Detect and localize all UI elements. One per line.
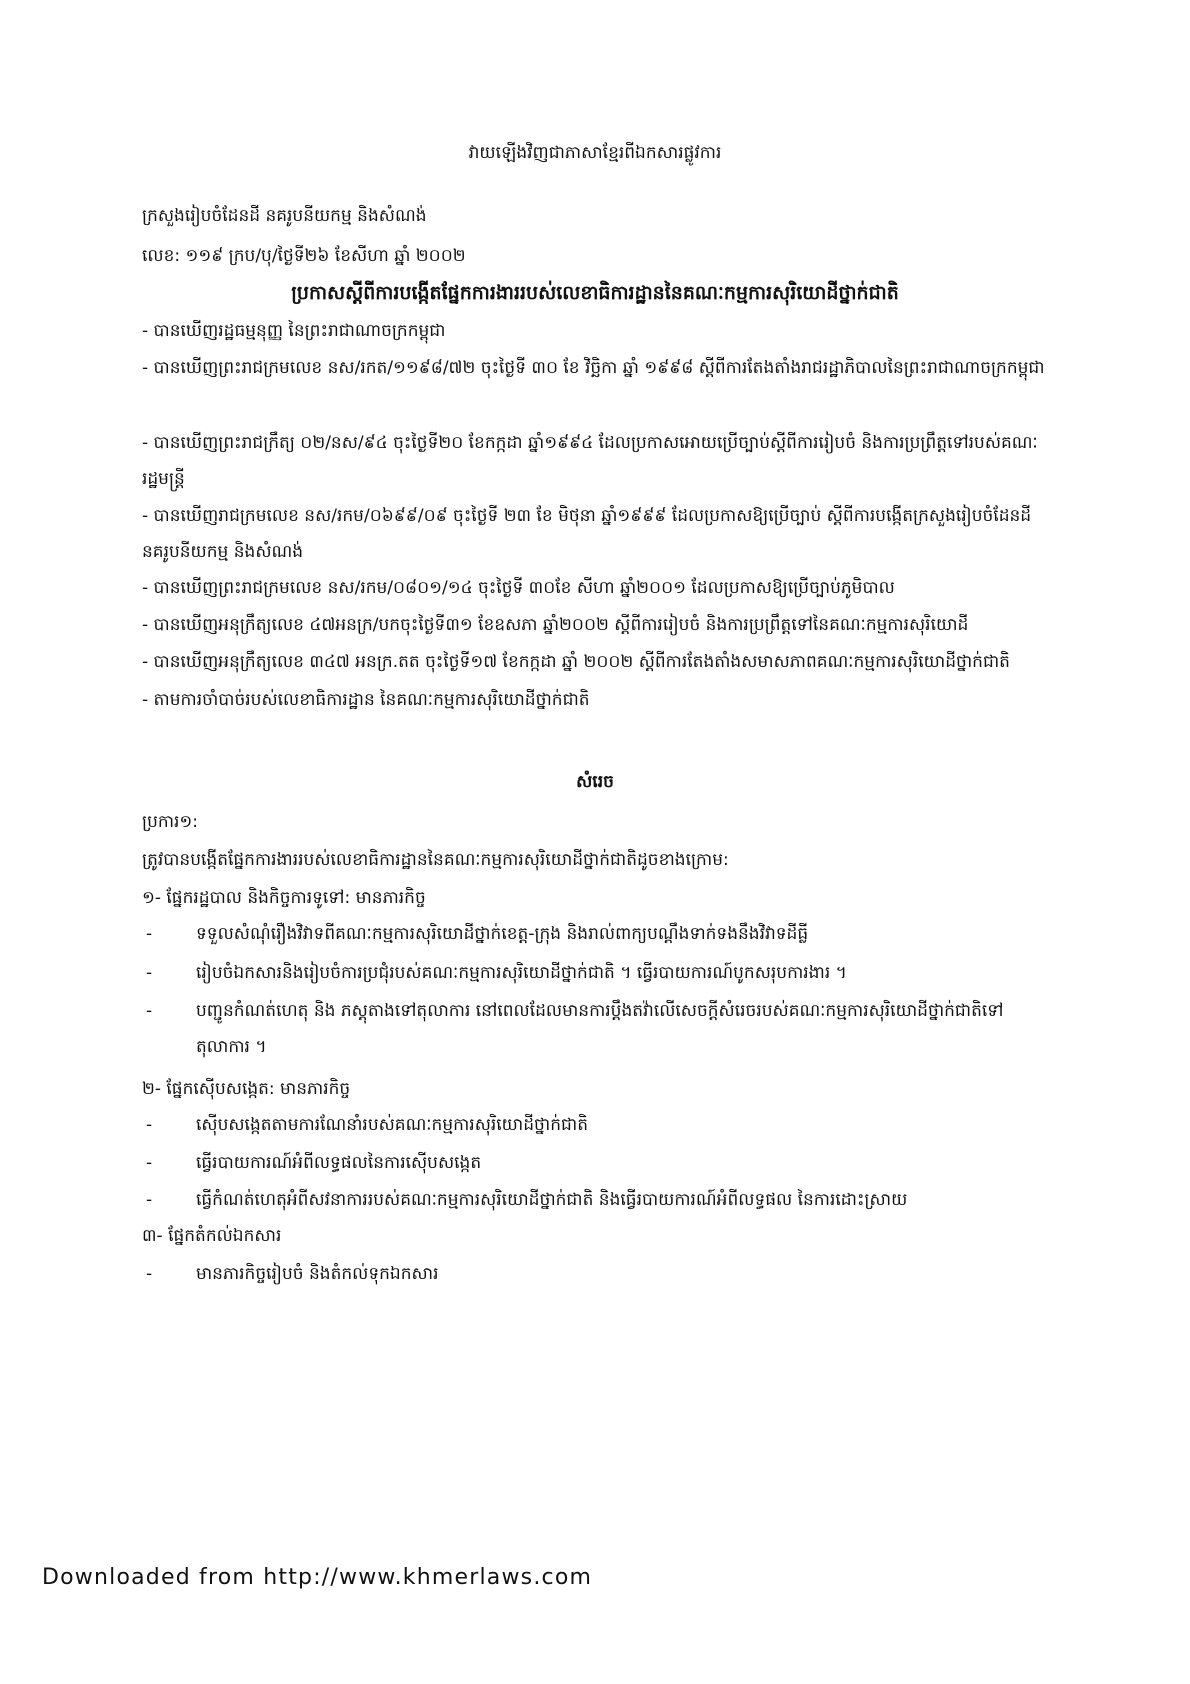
section-title: ២- ផ្នែកស៊ើបសង្កេត: មានភារកិច្ច — [142, 1079, 351, 1099]
section-title: ៣- ផ្នែកតំកល់ឯកសារ — [142, 1226, 282, 1246]
list-item-text: ទទួលសំណុំរឿងវិវាទពីគណៈកម្មការសុរិយោដីថ្នាក់ខេត្ត-ក្រុង និងរាល់ពាក្យបណ្តឹងទាក់ទងនឹងវិវាទដីធ្លី — [196, 924, 809, 944]
document-title: ប្រកាសស្តីពីការបង្កើតផ្នែកការងាររបស់លេខាធិការដ្ឋាននៃគណៈកម្មការសុរិយោដីថ្នាក់ជាតិ — [291, 282, 899, 304]
download-source-footer: Downloaded from http://www.khmerlaws.com — [42, 1565, 593, 1590]
list-item-text: មានភារកិច្ចរៀបចំ និងតំកល់ទុកឯកសារ — [196, 1264, 439, 1284]
list-item-text: រៀបចំឯកសារនិងរៀបចំការប្រជុំរបស់គណៈកម្មការសុរិយោដីថ្នាក់ជាតិ ។ ធ្វើរបាយការណ៍បូកសរុបការងារ ។ — [196, 963, 847, 983]
document-page: វាយឡើងវិញជាភាសាខ្មែរពីឯកសារផ្លូវការ ក្រសួងរៀបចំដែនដី នគរូបនីយកម្ម និងសំណង់ លេខ: ១១៩ ក្រប/បុ/ថ្ងៃទី២៦ ខែសីហា ឆ្នាំ ២០០២ ប្រកាសស្តីពីការបង្កើតផ្នែកការងាររបស់លេខាធិការដ្ឋាននៃគណៈកម្មការសុរិយោដីថ្នាក់ជាតិ - បានឃើញរដ្ឋធម្មនុញ្ញ នៃព្រះរាជាណាចក្រកម្ពុជា - បានឃើញព្រះរាជក្រមលេខ នស/រកត/១១៩៨/៧២ ចុះថ្ងៃទី ៣០ ខែ វិច្ឆិកា ឆ្នាំ ១៩៩៨ ស្តីពីការតែងតាំងរាជរដ្ឋាភិបាលនៃព្រះរាជាណាចក្រកម្ពុជា - បានឃើញព្រះរាជក្រឹត្យ ០២/នស/៩៤ ចុះថ្ងៃទី២០ ខែកក្កដា ឆ្នាំ១៩៩៤ ដែលប្រកាសអោយប្រើច្បាប់ស្តីពីការរៀបចំ និងការប្រព្រឹត្តទៅរបស់គណៈរដ្ឋមន្ត្រី - បានឃើញរាជក្រមលេខ នស/រកម/០៦៩៩/០៩ ចុះថ្ងៃទី ២៣ ខែ មិថុនា ឆ្នាំ១៩៩៩ ដែលប្រកាសឱ្យប្រើច្បាប់ ស្តីពីការបង្កើតក្រសួងរៀបចំដែនដី នគរូបនីយកម្ម និងសំណង់ - បានឃើញព្រះរាជក្រមលេខ នស/រកម/០៨០១/១៤ ចុះថ្ងៃទី ៣០ខែ សីហា ឆ្នាំ២០០១ ដែលប្រកាសឱ្យប្រើច្បាប់ភូមិបាល - បានឃើញអនុក្រឹត្យលេខ ៤៧អនក្រ/បកចុះថ្ងៃទី៣១ ខែឧសភា ឆ្នាំ២០០២ ស្តីពីការរៀបចំ និងការប្រព្រឹត្តទៅនៃគណៈកម្មការសុរិយោដី - បានឃើញអនុក្រឹត្យលេខ ៣៤៧ អនក្រ.តត ចុះថ្ងៃទី១៧ ខែកក្កដា ឆ្នាំ ២០០២ ស្តីពីការតែងតាំងសមាសភាពគណៈកម្មការសុរិយោដីថ្នាក់ជាតិ - តាមការចាំបាច់របស់លេខាធិការដ្ឋាន នៃគណៈកម្មការសុរិយោដីថ្នាក់ជាតិ សំរេច ប្រការ១: ត្រូវបានបង្កើតផ្នែកការងាររបស់លេខាធិការដ្ឋាននៃគណៈកម្មការសុរិយោដីថ្នាក់ជាតិដូចខាងក្រោម: ១- ផ្នែករដ្ឋបាល និងកិច្ចការទូទៅ: មានភារកិច្ច - ទទួលសំណុំរឿងវិវាទពីគណៈកម្មការសុរិយោដីថ្នាក់ខេត្ត-ក្រុង និងរាល់ពាក្យបណ្តឹងទាក់ទងនឹងវិវាទដីធ្លី - រៀបចំឯកសារនិងរៀបចំការប្រជុំរបស់គណៈកម្មការសុរិយោដីថ្នាក់ជាតិ ។ ធ្វើរបាយការណ៍បូកសរុបការងារ ។ - បញ្ជូនកំណត់ហេតុ និង ភស្តុតាងទៅតុលាការ នៅពេលដែលមានការប្តឹងតវ៉ាលើសេចក្តីសំរេចរបស់គណៈកម្មការសុរិយោដីថ្នាក់ជាតិទៅតុលាការ ។ ២- ផ្នែកស៊ើបសង្កេត: មានភារកិច្ច - ស៊ើបសង្កេតតាមការណែនាំរបស់គណៈកម្មការសុរិយោដីថ្នាក់ជាតិ - ធ្វើរបាយការណ៍អំពីលទ្ធផលនៃការស៊ើបសង្កេត - ធ្វើកំណត់ហេតុអំពីសវនាការរបស់គណៈកម្មការសុរិយោដីថ្នាក់ជាតិ និងធ្វើរបាយការណ៍អំពីលទ្ធផល នៃការដោះស្រាយ ៣- ផ្នែកតំកល់ឯកសារ - មានភារកិច្ចរៀបចំ និងតំកល់ទុកឯកសារ Downloaded from http://www.khmerlaws.com — [0, 0, 1190, 1684]
reference-number: លេខ: ១១៩ ក្រប/បុ/ថ្ងៃទី២៦ ខែសីហា ឆ្នាំ ២០០២ — [142, 246, 466, 266]
ministry-name: ក្រសួងរៀបចំដែនដី នគរូបនីយកម្ម និងសំណង់ — [142, 206, 427, 226]
article-intro: ត្រូវបានបង្កើតផ្នែកការងាររបស់លេខាធិការដ្ឋាននៃគណៈកម្មការសុរិយោដីថ្នាក់ជាតិដូចខាងក្រោម: — [142, 850, 729, 870]
list-item-text: ធ្វើរបាយការណ៍អំពីលទ្ធផលនៃការស៊ើបសង្កេត — [196, 1153, 482, 1173]
consideration-item: - បានឃើញអនុក្រឹត្យលេខ ៣៤៧ អនក្រ.តត ចុះថ្ងៃទី១៧ ខែកក្កដា ឆ្នាំ ២០០២ ស្តីពីការតែងតាំងសមាសភាពគណៈកម្មការសុរិយោដីថ្នាក់ជាតិ — [142, 652, 1010, 672]
consideration-item: - បានឃើញព្រះរាជក្រមលេខ នស/រកម/០៨០១/១៤ ចុះថ្ងៃទី ៣០ខែ សីហា ឆ្នាំ២០០១ ដែលប្រកាសឱ្យប្រើច្បាប់ភូមិបាល — [142, 578, 895, 598]
consideration-item: - បានឃើញអនុក្រឹត្យលេខ ៤៧អនក្រ/បកចុះថ្ងៃទី៣១ ខែឧសភា ឆ្នាំ២០០២ ស្តីពីការរៀបចំ និងការប្រព្រឹត្តទៅនៃគណៈកម្មការសុរិយោដី — [142, 615, 969, 635]
consideration-item: - បានឃើញព្រះរាជក្រមលេខ នស/រកត/១១៩៨/៧២ ចុះថ្ងៃទី ៣០ ខែ វិច្ឆិកា ឆ្នាំ ១៩៩៨ ស្តីពីការតែងតាំងរាជរដ្ឋាភិបាលនៃព្រះរាជាណាចក្រកម្ពុជា — [142, 358, 1045, 378]
list-item-text: ស៊ើបសង្កេតតាមការណែនាំរបស់គណៈកម្មការសុរិយោដីថ្នាក់ជាតិ — [196, 1115, 589, 1135]
retyped-note: វាយឡើងវិញជាភាសាខ្មែរពីឯកសារផ្លូវការ — [468, 143, 722, 163]
consideration-item: - តាមការចាំបាច់របស់លេខាធិការដ្ឋាន នៃគណៈកម្មការសុរិយោដីថ្នាក់ជាតិ — [142, 690, 590, 710]
section-title: ១- ផ្នែករដ្ឋបាល និងកិច្ចការទូទៅ: មានភារកិច្ច — [142, 888, 426, 908]
list-item-text: ធ្វើកំណត់ហេតុអំពីសវនាការរបស់គណៈកម្មការសុរិយោដីថ្នាក់ជាតិ និងធ្វើរបាយការណ៍អំពីលទ្ធផល នៃការដោះស្រាយ — [196, 1190, 908, 1210]
decision-heading: សំរេច — [576, 772, 614, 792]
article-label: ប្រការ១: — [142, 812, 199, 832]
consideration-item: - បានឃើញរដ្ឋធម្មនុញ្ញ នៃព្រះរាជាណាចក្រកម្ពុជា — [142, 321, 446, 341]
consideration-item: - បានឃើញព្រះរាជក្រឹត្យ ០២/នស/៩៤ ចុះថ្ងៃទី២០ ខែកក្កដា ឆ្នាំ១៩៩៤ ដែលប្រកាសអោយប្រើច្បាប់ស្តីពីការរៀបចំ និងការប្រព្រឹត្តទៅរបស់គណៈរដ្ឋមន្ត្រី — [142, 433, 1038, 489]
consideration-item: - បានឃើញរាជក្រមលេខ នស/រកម/០៦៩៩/០៩ ចុះថ្ងៃទី ២៣ ខែ មិថុនា ឆ្នាំ១៩៩៩ ដែលប្រកាសឱ្យប្រើច្បាប់ ស្តីពីការបង្កើតក្រសួងរៀបចំដែនដី នគរូបនីយកម្ម និងសំណង់ — [142, 506, 1032, 562]
list-item-text: បញ្ជូនកំណត់ហេតុ និង ភស្តុតាងទៅតុលាការ នៅពេលដែលមានការប្តឹងតវ៉ាលើសេចក្តីសំរេចរបស់គណៈកម្មការសុរិយោដីថ្នាក់ជាតិទៅតុលាការ ។ — [196, 1001, 1004, 1057]
